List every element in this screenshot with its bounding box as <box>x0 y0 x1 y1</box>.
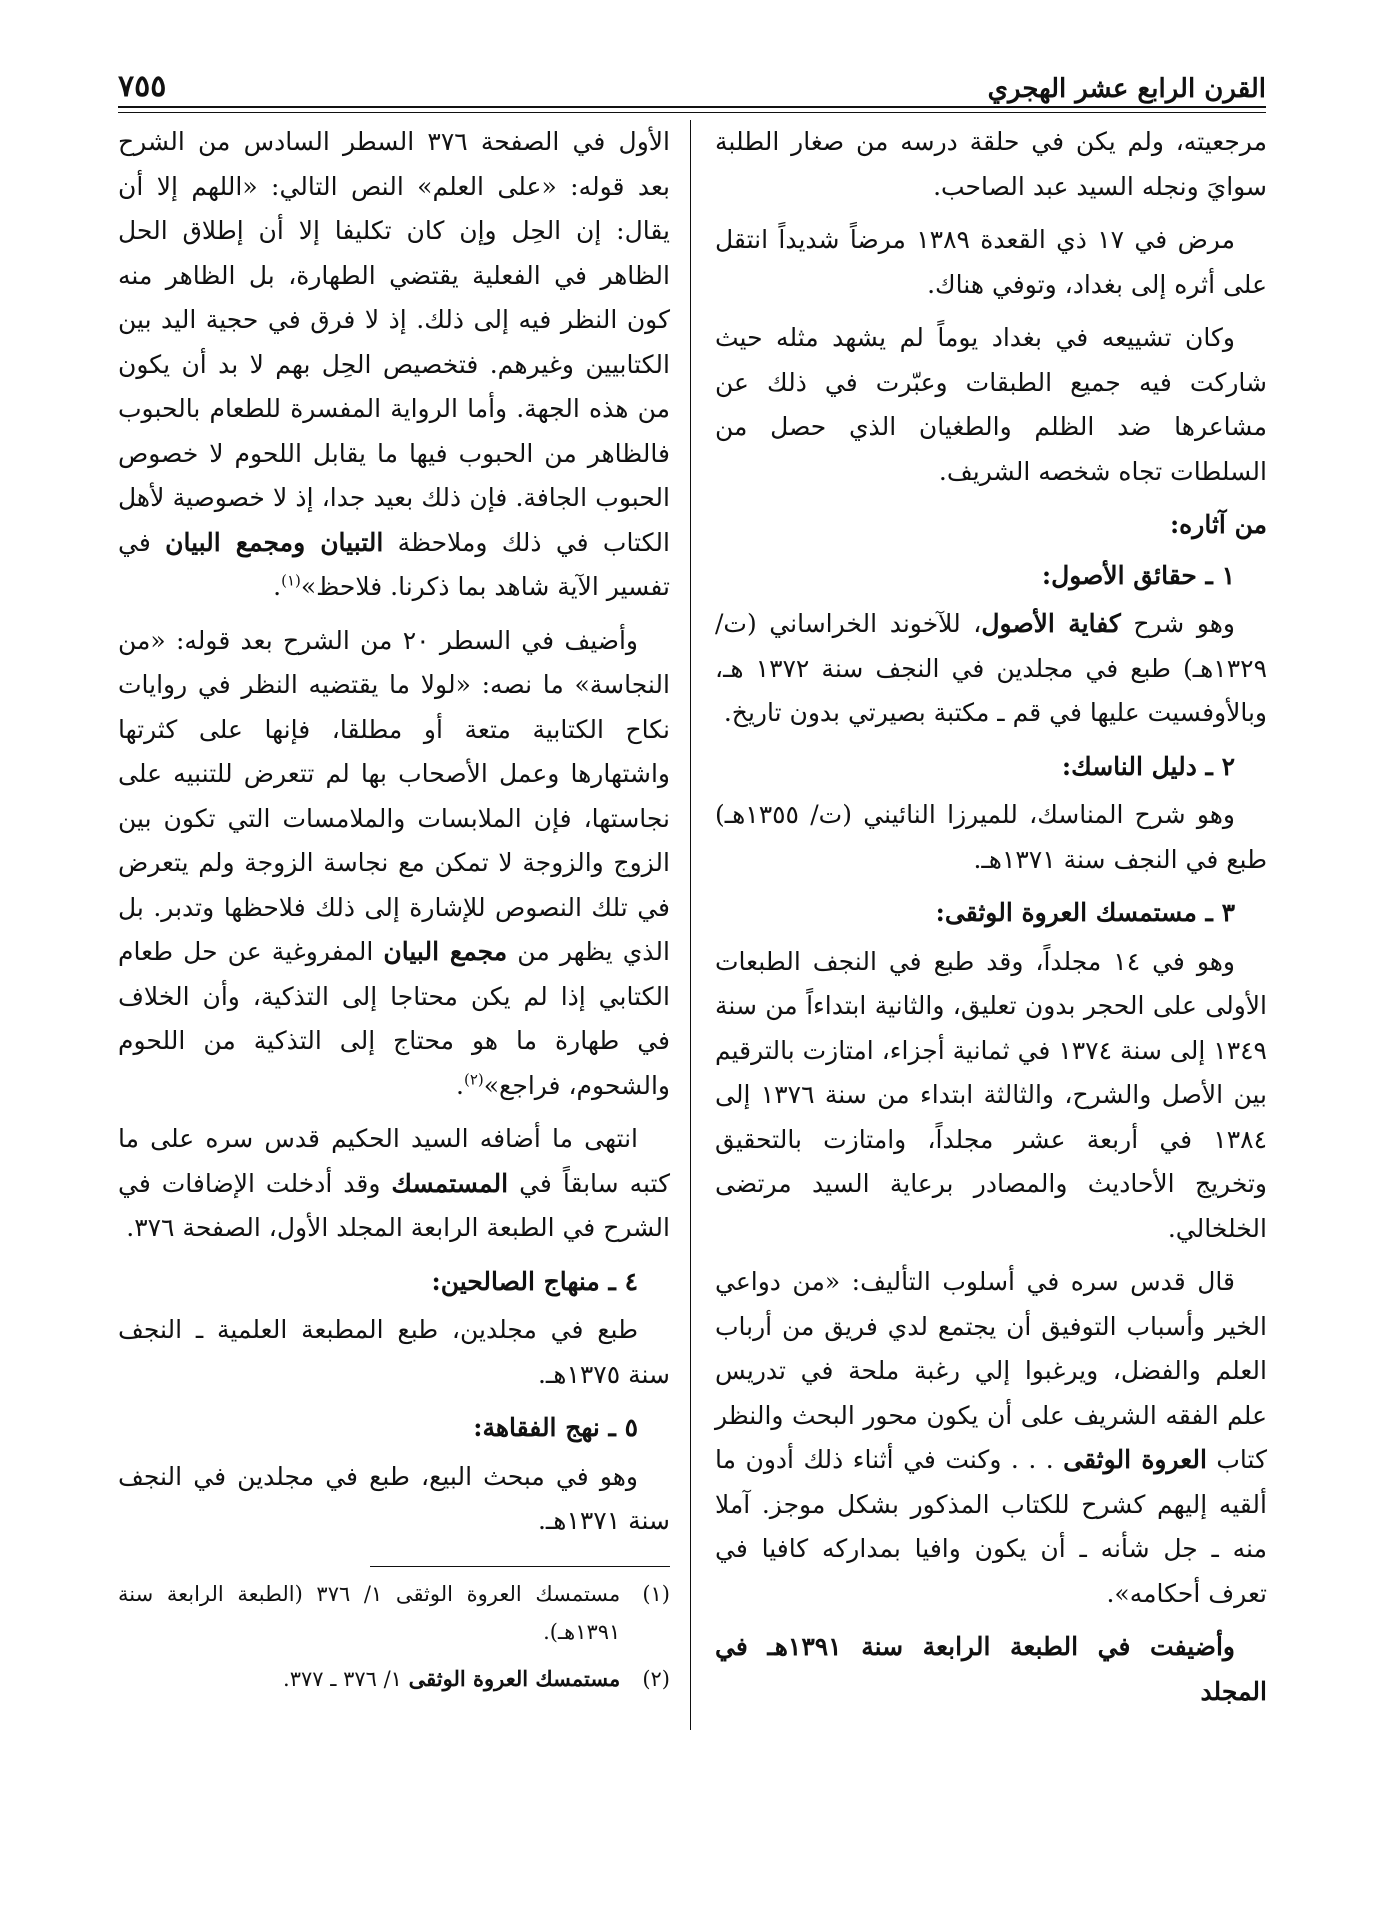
work-title: ٥ ـ نهج الفقاهة: <box>473 1413 638 1442</box>
footnote-number: (١) <box>642 1581 670 1606</box>
paragraph: وأضيفت في الطبعة الرابعة سنة ١٣٩١هـ في المجلد <box>715 1632 1267 1706</box>
paragraph <box>118 1117 670 1251</box>
book-title: التبيان ومجمع البيان <box>165 527 384 557</box>
work-title: ١ ـ حقائق الأصول: <box>1041 560 1235 590</box>
text-run: المفروغية عن حل طعام الكتابي إذا لم يكن محتاجا إلى التذكية، وأن الخلاف في طهارة ما هو محتاج إلى التذكية من اللحوم والشحوم، فراجع» <box>118 937 670 1100</box>
book-title: المستمسك <box>391 1168 509 1198</box>
text-run: الأول في الصفحة ٣٧٦ السطر السادس من الشرح بعد قوله: «على العلم» النص التالي: «اللهم إلا أن يقال: إن الحِل وإن كان تكليفا إلا أن إطلاق الحل الظاهر في الفعلية يقتضي الطهارة، بل الظاهر منه كون النظر فيه إلى ذلك. إذ لا فرق في حجية اليد بين الكتابيين وغيرهم. فتخصيص الحِل بهم لا بد أن يكون من هذه الجهة. وأما الرواية المفسرة للطعام بالحبوب فالظاهر من الحبوب فيها ما يقابل اللحوم لا خصوص الحبوب الجافة. فإن ذلك بعيد جدا، إذ لا خصوصية لأهل الكتاب في ذلك وملاحظة <box>118 127 670 557</box>
paragraph: مرجعيته، ولم يكن في حلقة درسه من صغار الطلبة سوايَ ونجله السيد عبد الصاحب. <box>715 127 1267 201</box>
header-rule-thin <box>118 112 1266 113</box>
footnote <box>118 1575 670 1651</box>
left-column <box>118 120 670 1707</box>
paragraph: الأول في الصفحة ٣٧٦ السطر السادس من الشرح بعد قوله: «على العلم» النص التالي: «اللهم إلا أن يقال: إن الحِل وإن كان تكليفا إلا أن إطلاق الحل الظاهر في الفعلية يقتضي الطهارة، بل الظاهر منه كون النظر فيه إلى ذلك. إذ لا فرق في حجية اليد بين الكتابيين وغيرهم. فتخصيص الحِل بهم لا بد أن يكون من هذه الجهة. وأما الرواية المفسرة للطعام بالحبوب فالظاهر من الحبوب فيها ما يقابل اللحوم لا خصوص الحبوب الجافة. فإن ذلك بعيد جدا، إذ لا خصوصية لأهل الكتاب في ذلك وملاحظة التبيان ومجمع البيان في تفسير الآية شاهد بما ذكرنا. فلاحظ»$^{(١)}$. <box>118 127 670 601</box>
footnote <box>118 1660 670 1698</box>
right-column <box>715 120 1267 1723</box>
text-run: في تفسير الآية شاهد بما ذكرنا. فلاحظ» <box>118 527 670 601</box>
works-heading: من آثاره: <box>1169 510 1267 539</box>
paragraph: وهو في مبحث البيع، طبع في مجلدين في النجف سنة ١٣٧١هـ. <box>118 1461 670 1535</box>
text-run: انتهى ما أضافه السيد الحكيم قدس سره على ما كتبه سابقاً في <box>118 1124 670 1198</box>
paragraph: وكان تشييعه في بغداد يوماً لم يشهد مثله حيث شاركت فيه جميع الطبقات وعبّرت في ذلك عن مشاعرها ضد الظلم والطغيان الذي حصل من السلطات تجاه شخصه الشريف. <box>715 323 1267 486</box>
paragraph: مرض في ١٧ ذي القعدة ١٣٨٩ مرضاً شديداً انتقل على أثره إلى بغداد، وتوفي هناك. <box>715 225 1267 299</box>
text-run: وقد أدخلت الإضافات في الشرح في الطبعة الرابعة المجلد الأول، الصفحة ٣٧٦. <box>118 1168 670 1242</box>
text-run: قال قدس سره في أسلوب التأليف: «من دواعي الخير وأسباب التوفيق أن يجتمع لدي فريق من أرباب العلم والفضل، ويرغبوا إلي رغبة ملحة في تدريس علم الفقه الشريف على أن يكون محور البحث والنظر كتاب <box>715 1267 1267 1474</box>
book-title: كفاية الأصول <box>981 609 1121 638</box>
work-title: ٤ ـ منهاج الصالحين: <box>431 1266 638 1296</box>
column-divider <box>690 120 691 1730</box>
text-run: وأضيف في السطر ٢٠ من الشرح بعد قوله: «من النجاسة» ما نصه: «لولا ما يقتضيه النظر في روايات نكاح الكتابية متعة أو مطلقا، فإنها على كثرتها واشتهارها وعمل الأصحاب بها لم تتعرض للتنبيه على نجاستها، فإن الملابسات والملامسات التي تكون بين الزوج والزوجة لا تمكن مع نجاسة الزوجة ولم يتعرض في تلك النصوص للإشارة إلى ذلك فلاحظها وتدبر. بل الذي يظهر من <box>118 625 670 966</box>
footnote-ref: (١) <box>281 571 301 590</box>
text-run: ١/ ٣٧٦ ـ ٣٧٧. <box>283 1666 409 1691</box>
footnote-number: (٢) <box>642 1666 670 1691</box>
footnote-rule <box>370 1566 670 1567</box>
text-run: . . . وكنت في أثناء ذلك أدون ما ألقيه إليهم كشرح للكتاب المذكور بشكل موجز. آملا منه ـ جل شأنه ـ أن يكون وافيا بمداركه كافيا في تعرف أحكامه». <box>715 1445 1267 1608</box>
work-title: ٣ ـ مستمسك العروة الوثقى: <box>935 898 1235 927</box>
page-header <box>118 56 1266 104</box>
book-title: مجمع البيان <box>383 937 508 966</box>
text-run: ، للآخوند الخراساني (ت/ ١٣٢٩هـ) طبع في مجلدين في النجف سنة ١٣٧٢ هـ، وبالأوفسيت عليها في قم ـ مكتبة بصيرتي بدون تاريخ. <box>715 609 1267 727</box>
paragraph <box>715 602 1267 736</box>
footnote-ref: (٢) <box>463 1070 484 1089</box>
paragraph <box>715 1260 1267 1616</box>
page-number: ٧٥٥ <box>118 69 167 104</box>
footnote-text <box>283 1660 620 1698</box>
running-head: القرن الرابع عشر الهجري <box>987 74 1266 104</box>
book-title: العروة الوثقى <box>1063 1445 1207 1474</box>
text-run: وهو شرح <box>1120 609 1235 638</box>
header-rule-thick <box>118 106 1266 108</box>
work-title: ٢ ـ دليل الناسك: <box>1061 751 1235 781</box>
paragraph: وهو في ١٤ مجلداً، وقد طبع في النجف الطبعات الأولى على الحجر بدون تعليق، والثانية ابتداءاً من سنة ١٣٤٩ إلى سنة ١٣٧٤ في ثمانية أجزاء، امتازت بالترقيم بين الأصل والشرح، والثالثة ابتداء من سنة ١٣٧٦ إلى ١٣٨٤ في أربعة عشر مجلداً، وامتازت بالتحقيق وتخريج الأحاديث والمصادر برعاية السيد مرتضى الخلخالي. <box>715 946 1267 1243</box>
paragraph: طبع في مجلدين، طبع المطبعة العلمية ـ النجف سنة ١٣٧٥هـ. <box>118 1315 670 1389</box>
paragraph: وهو شرح المناسك، للميرزا النائيني (ت/ ١٣٥٥هـ) طبع في النجف سنة ١٣٧١هـ. <box>715 800 1267 874</box>
paragraph: وأضيف في السطر ٢٠ من الشرح بعد قوله: «من النجاسة» ما نصه: «لولا ما يقتضيه النظر في روايات نكاح الكتابية متعة أو مطلقا، فإنها على كثرتها واشتهارها وعمل الأصحاب بها لم تتعرض للتنبيه على نجاستها، فإن الملابسات والملامسات التي تكون بين الزوج والزوجة لا تمكن مع نجاسة الزوجة ولم يتعرض في تلك النصوص للإشارة إلى ذلك فلاحظها وتدبر. بل الذي يظهر من مجمع البيان المفروغية عن حل طعام الكتابي إذا لم يكن محتاجا إلى التذكية، وأن الخلاف في طهارة ما هو محتاج إلى التذكية من اللحوم والشحوم، فراجع»$^{(٢)}$. <box>118 625 670 1100</box>
footnote-text: مستمسك العروة الوثقى ١/ ٣٧٦ (الطبعة الرابعة سنة ١٣٩١هـ). <box>118 1581 621 1644</box>
book-title: مستمسك العروة الوثقى <box>408 1665 621 1691</box>
